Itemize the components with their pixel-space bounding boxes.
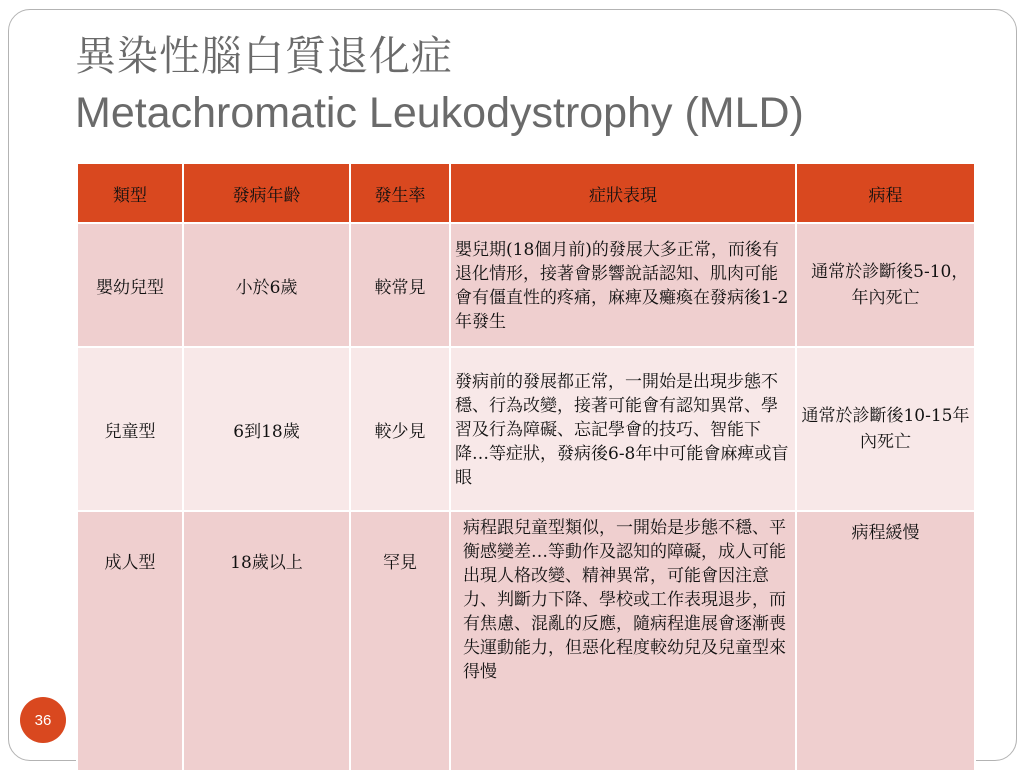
header-onset-age: 發病年齡 — [183, 163, 350, 223]
cell-onset: 18歲以上 — [183, 511, 350, 771]
table-row — [77, 347, 975, 511]
title-chinese: 異染性腦白質退化症 — [75, 32, 453, 80]
cell-symptoms: 發病前的發展都正常，一開始是出現步態不穩、行為改變，接著可能會有認知異常、學習及行為障礙、忘記學會的技巧、智能下降…等症狀，發病後6-8年中可能會麻痺或盲眼 — [450, 347, 796, 511]
cell-incidence: 較少見 — [350, 347, 450, 511]
slide-title — [75, 28, 1005, 142]
header-course: 病程 — [796, 163, 975, 223]
table-row — [77, 511, 975, 771]
cell-incidence: 較常見 — [350, 223, 450, 347]
title-english: Metachromatic Leukodystrophy (MLD) — [75, 89, 804, 137]
table-header-row — [77, 163, 975, 223]
header-type: 類型 — [77, 163, 183, 223]
header-incidence: 發生率 — [350, 163, 450, 223]
cell-incidence: 罕見 — [350, 511, 450, 771]
cell-type: 成人型 — [77, 511, 183, 771]
cell-type: 兒童型 — [77, 347, 183, 511]
cell-symptoms: 病程跟兒童型類似，一開始是步態不穩、平衡感變差…等動作及認知的障礙，成人可能出現人格改變、精神異常，可能會因注意力、判斷力下降、學校或工作表現退步，而有焦慮、混亂的反應，隨病程進展會逐漸喪失運動能力，但惡化程度較幼兒及兒童型來得慢 — [450, 511, 796, 771]
cell-course: 通常於診斷後5-10， 年內死亡 — [796, 223, 975, 347]
cell-onset: 6到18歲 — [183, 347, 350, 511]
page-number-badge: 36 — [20, 697, 66, 743]
cell-type: 嬰幼兒型 — [77, 223, 183, 347]
cell-course: 通常於診斷後10-15年內死亡 — [796, 347, 975, 511]
mld-types-table — [76, 162, 976, 772]
cell-symptoms: 嬰兒期(18個月前)的發展大多正常，而後有退化情形，接著會影響說話認知、肌肉可能會有僵直性的疼痛，麻痺及癱瘓在發病後1-2年發生 — [450, 223, 796, 347]
cell-course: 病程緩慢 — [796, 511, 975, 771]
header-symptoms: 症狀表現 — [450, 163, 796, 223]
cell-onset: 小於6歲 — [183, 223, 350, 347]
table-row — [77, 223, 975, 347]
